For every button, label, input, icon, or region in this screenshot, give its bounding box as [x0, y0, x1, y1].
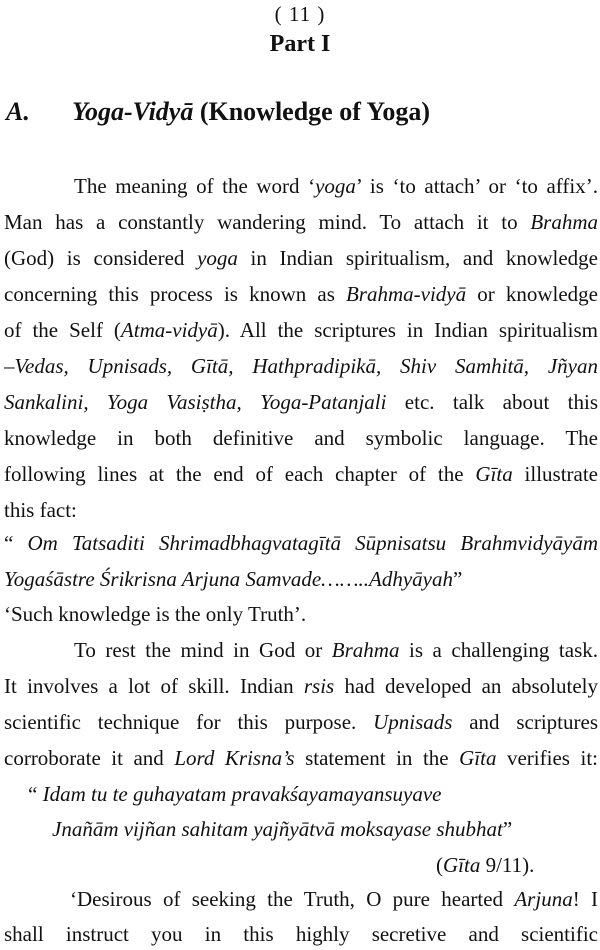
text-segment: The meaning of the word ‘ — [74, 174, 316, 198]
italic-segment: Lord Krisna’s — [174, 746, 295, 770]
italic-segment: Yogaśāstre Śrikrisna Arjuna Samvade……..Adhyāyah — [4, 567, 453, 591]
section-heading — [6, 97, 594, 127]
italic-segment: Brahma — [530, 210, 598, 234]
text-segment: 9/11). — [480, 853, 535, 877]
text-line — [4, 206, 598, 238]
text-segment: statement in the — [294, 746, 460, 770]
text-segment: knowledge in both definitive and symbolic language. The — [4, 426, 598, 450]
text-segment: ! I — [572, 887, 598, 911]
italic-segment: Om Tatsaditi Shrimadbhagvatagītā Sūpnisatsu Brahmvidyāyām — [27, 531, 598, 555]
text-line — [4, 350, 598, 382]
text-segment: ). All the scriptures in Indian spiritualism — [217, 318, 598, 342]
italic-segment: Idam tu te guhayatam pravakśayamayansuyave — [42, 782, 442, 806]
text-segment: shall instruct you in this highly secretive and scientific — [4, 922, 598, 946]
section-gloss: (Knowledge of Yoga) — [193, 97, 430, 126]
text-segment: ” — [452, 567, 463, 591]
italic-segment: rsis — [303, 674, 335, 698]
text-line — [4, 527, 598, 559]
text-line — [4, 386, 598, 418]
text-segment: etc. talk about this — [386, 390, 599, 414]
italic-segment: Brahma-vidyā — [345, 282, 467, 306]
text-segment: – — [4, 354, 15, 378]
text-segment: and scriptures — [452, 710, 598, 734]
text-segment: illustrate — [512, 462, 598, 486]
text-line — [70, 883, 598, 915]
part-title: Part I — [269, 31, 331, 57]
text-segment: concerning this process is known as — [4, 282, 346, 306]
italic-segment: Jnañām vijñan sahitam yajñyātvā moksayase shubhat — [52, 817, 503, 841]
text-segment: (God) is considered — [4, 246, 198, 270]
text-segment: “ — [4, 531, 28, 555]
italic-segment: Brahma — [331, 638, 400, 662]
text-segment: had developed an absolutely — [334, 674, 599, 698]
text-line — [4, 278, 598, 310]
text-segment: verifies it: — [496, 746, 598, 770]
text-segment: following lines at the end of each chapter of the — [4, 462, 476, 486]
text-segment: scientific technique for this purpose. — [4, 710, 374, 734]
italic-segment: Gīta — [475, 462, 513, 486]
text-line — [4, 314, 598, 346]
text-segment: It involves a lot of skill. Indian — [4, 674, 304, 698]
italic-segment: Upnisads — [373, 710, 453, 734]
section-letter: A. — [6, 97, 30, 126]
text-segment: ” — [502, 817, 513, 841]
italic-segment: Gīta — [443, 853, 481, 877]
italic-segment: yoga — [197, 246, 238, 270]
text-line — [4, 242, 598, 274]
italic-segment: Arjuna — [514, 887, 573, 911]
text-line — [436, 849, 598, 881]
text-segment: ’ is ‘to attach’ or ‘to affix’. — [355, 174, 598, 198]
text-line — [4, 742, 598, 774]
text-line — [4, 706, 598, 738]
text-segment: “ — [28, 782, 43, 806]
text-segment: ‘Such knowledge is the only Truth’. — [4, 602, 307, 626]
text-segment: or knowledge — [466, 282, 598, 306]
text-line — [4, 918, 598, 950]
text-segment: ( — [436, 853, 443, 877]
text-segment: ‘Desirous of seeking the Truth, O pure hearted — [70, 887, 515, 911]
text-line — [74, 170, 598, 202]
text-line — [4, 670, 598, 702]
text-segment: in Indian spiritualism, and knowledge — [237, 246, 598, 270]
text-line — [4, 422, 598, 454]
text-segment: of the Self ( — [4, 318, 121, 342]
text-line — [4, 458, 598, 490]
italic-segment: Sankalini, Yoga Vasiṣtha, Yoga-Patanjali — [4, 390, 387, 414]
text-segment: Man has a constantly wandering mind. To attach it to — [4, 210, 531, 234]
italic-segment: Vedas, Upnisads, Gītā, Hathpradipikā, Shiv Samhitā, Jñyan — [14, 354, 598, 378]
italic-segment: Gīta — [459, 746, 497, 770]
text-segment: corroborate it and — [4, 746, 175, 770]
text-line — [4, 494, 598, 526]
text-segment: is a challenging task. — [399, 638, 599, 662]
section-term: Yoga-Vidyā — [72, 97, 194, 126]
italic-segment: yoga — [315, 174, 356, 198]
text-segment: this fact: — [4, 498, 77, 522]
text-line — [4, 598, 598, 630]
text-segment: To rest the mind in God or — [74, 638, 332, 662]
text-line — [28, 778, 598, 810]
text-line — [52, 813, 598, 845]
text-line — [4, 563, 598, 595]
italic-segment: Atma-vidyā — [120, 318, 218, 342]
text-line — [74, 634, 598, 666]
page-number: ( 11 ) — [274, 2, 326, 26]
